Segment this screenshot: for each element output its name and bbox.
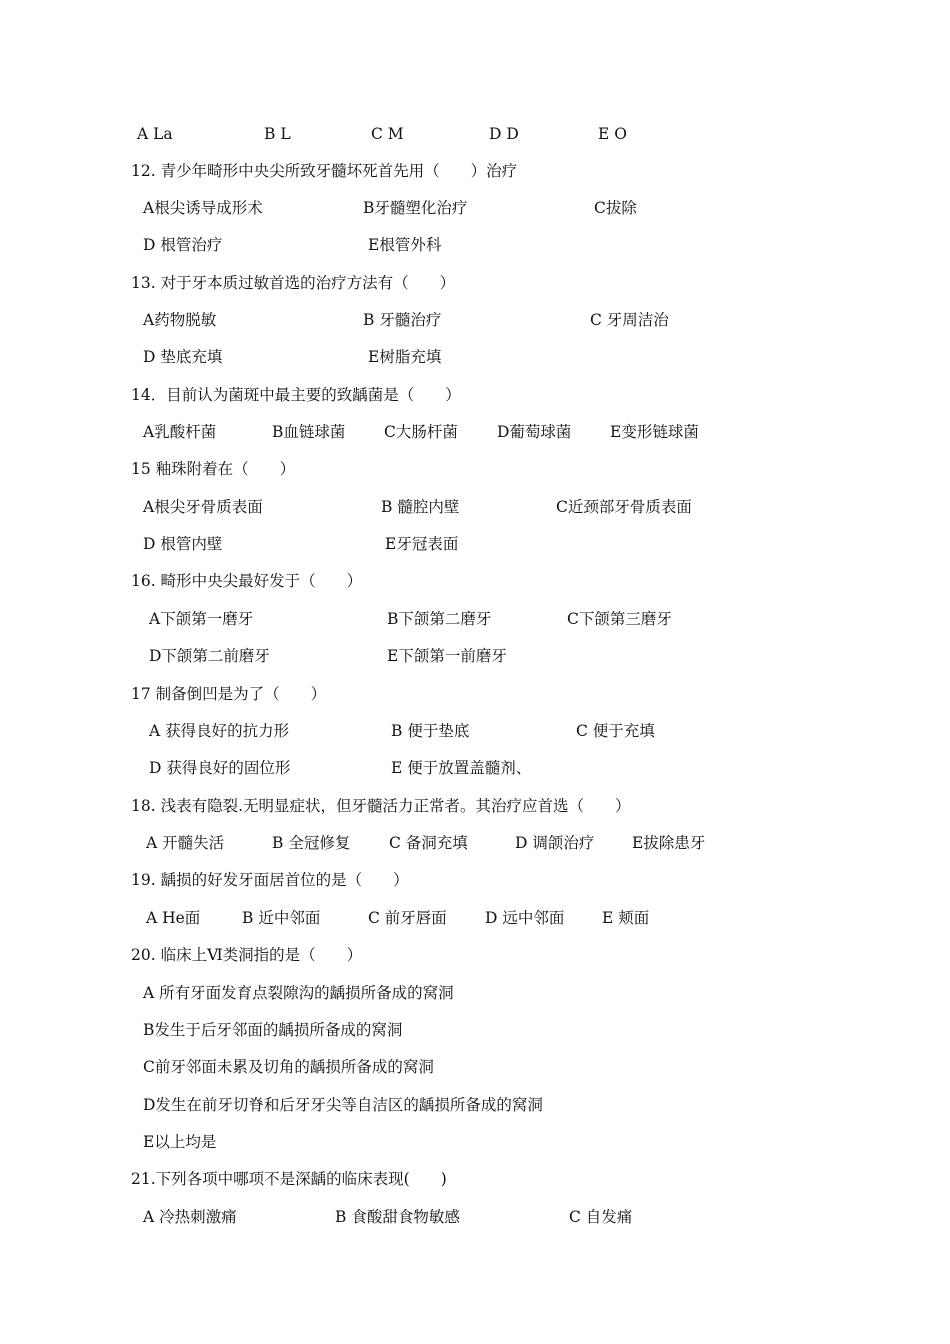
answer-option: C大肠杆菌 [384, 423, 458, 441]
answer-option: B血链球菌 [272, 423, 346, 441]
answer-option: D 根管治疗 [143, 236, 223, 254]
answer-option: E牙冠表面 [385, 535, 459, 553]
answer-option: D发生在前牙切脊和后牙牙尖等自洁区的龋损所备成的窝洞 [143, 1096, 543, 1114]
options-line [0, 122, 950, 146]
options-line [0, 1093, 950, 1117]
answer-option: B 食酸甜食物敏感 [335, 1208, 460, 1226]
answer-option: E树脂充填 [368, 348, 442, 366]
answer-option: E 便于放置盖髓剂、 [391, 759, 532, 777]
question-line [0, 868, 950, 892]
question-text: 19. 龋损的好发牙面居首位的是（ ） [131, 871, 409, 889]
answer-option: A药物脱敏 [143, 311, 217, 329]
question-text: 20. 临床上Ⅵ类洞指的是（ ） [131, 946, 363, 964]
answer-option: A 所有牙面发育点裂隙沟的龋损所备成的窝洞 [143, 984, 454, 1002]
answer-option: C 自发痛 [569, 1208, 633, 1226]
answer-option: B发生于后牙邻面的龋损所备成的窝洞 [143, 1021, 403, 1039]
options-line [0, 719, 950, 743]
answer-option: A 冷热刺激痛 [143, 1208, 237, 1226]
options-line [0, 233, 950, 257]
options-line [0, 495, 950, 519]
question-line [0, 457, 950, 481]
question-line [0, 271, 950, 295]
options-line [0, 1055, 950, 1079]
answer-option: D 垫底充填 [143, 348, 223, 366]
answer-option: E下颌第一前磨牙 [387, 647, 507, 665]
answer-option: E变形链球菌 [610, 423, 699, 441]
answer-option: A He面 [146, 909, 201, 927]
question-line [0, 569, 950, 593]
answer-option: C M [371, 125, 404, 143]
options-line [0, 1130, 950, 1154]
answer-option: A 获得良好的抗力形 [149, 722, 290, 740]
answer-option: E拔除患牙 [632, 834, 706, 852]
answer-option: A 开髓失活 [146, 834, 225, 852]
answer-option: D 调颌治疗 [515, 834, 595, 852]
answer-option: C拔除 [594, 199, 637, 217]
answer-option: D 远中邻面 [485, 909, 565, 927]
answer-option: A乳酸杆菌 [143, 423, 217, 441]
answer-option: C下颌第三磨牙 [567, 610, 672, 628]
answer-option: B L [264, 125, 291, 143]
options-line [0, 420, 950, 444]
answer-option: C 前牙唇面 [368, 909, 447, 927]
options-line [0, 1205, 950, 1229]
answer-option: B牙髓塑化治疗 [363, 199, 468, 217]
question-line [0, 682, 950, 706]
answer-option: C 便于充填 [576, 722, 655, 740]
question-text: 12. 青少年畸形中央尖所致牙髓坏死首先用（ ）治疗 [131, 162, 518, 180]
options-line [0, 196, 950, 220]
answer-option: E以上均是 [143, 1133, 217, 1151]
question-text: 16. 畸形中央尖最好发于（ ） [131, 572, 363, 590]
question-line [0, 794, 950, 818]
question-text: 15 釉珠附着在（ ） [131, 460, 296, 478]
options-line [0, 607, 950, 631]
options-line [0, 831, 950, 855]
answer-option: D 根管内壁 [143, 535, 223, 553]
answer-option: D下颌第二前磨牙 [149, 647, 270, 665]
question-text: 17 制备倒凹是为了（ ） [131, 685, 327, 703]
answer-option: A La [137, 125, 173, 143]
options-line [0, 1018, 950, 1042]
options-line [0, 981, 950, 1005]
answer-option: B 髓腔内壁 [381, 498, 460, 516]
question-line [0, 383, 950, 407]
answer-option: C 备洞充填 [389, 834, 468, 852]
answer-option: A根尖诱导成形术 [143, 199, 263, 217]
answer-option: B下颌第二磨牙 [387, 610, 492, 628]
question-line [0, 1167, 950, 1191]
answer-option: E 颊面 [602, 909, 650, 927]
options-line [0, 532, 950, 556]
answer-option: A根尖牙骨质表面 [143, 498, 263, 516]
options-line [0, 644, 950, 668]
options-line [0, 308, 950, 332]
options-line [0, 756, 950, 780]
answer-option: B 便于垫底 [391, 722, 470, 740]
answer-option: B 近中邻面 [242, 909, 321, 927]
question-text: 14．目前认为菌斑中最主要的致龋菌是（ ） [131, 386, 461, 404]
answer-option: A下颌第一磨牙 [149, 610, 254, 628]
question-text: 18. 浅表有隐裂.无明显症状，但牙髓活力正常者。其治疗应首选（ ） [131, 797, 631, 815]
answer-option: E O [598, 125, 627, 143]
question-text: 21.下列各项中哪项不是深龋的临床表现( ) [131, 1170, 447, 1188]
question-line [0, 943, 950, 967]
answer-option: D葡萄球菌 [497, 423, 572, 441]
answer-option: C前牙邻面未累及切角的龋损所备成的窝洞 [143, 1058, 434, 1076]
question-text: 13. 对于牙本质过敏首选的治疗方法有（ ） [131, 274, 456, 292]
answer-option: C近颈部牙骨质表面 [556, 498, 692, 516]
answer-option: D 获得良好的固位形 [149, 759, 291, 777]
answer-option: B 全冠修复 [272, 834, 351, 852]
answer-option: D D [489, 125, 519, 143]
answer-option: C 牙周洁治 [590, 311, 669, 329]
options-line [0, 345, 950, 369]
options-line [0, 906, 950, 930]
answer-option: E根管外科 [368, 236, 442, 254]
question-line [0, 159, 950, 183]
answer-option: B 牙髓治疗 [363, 311, 442, 329]
